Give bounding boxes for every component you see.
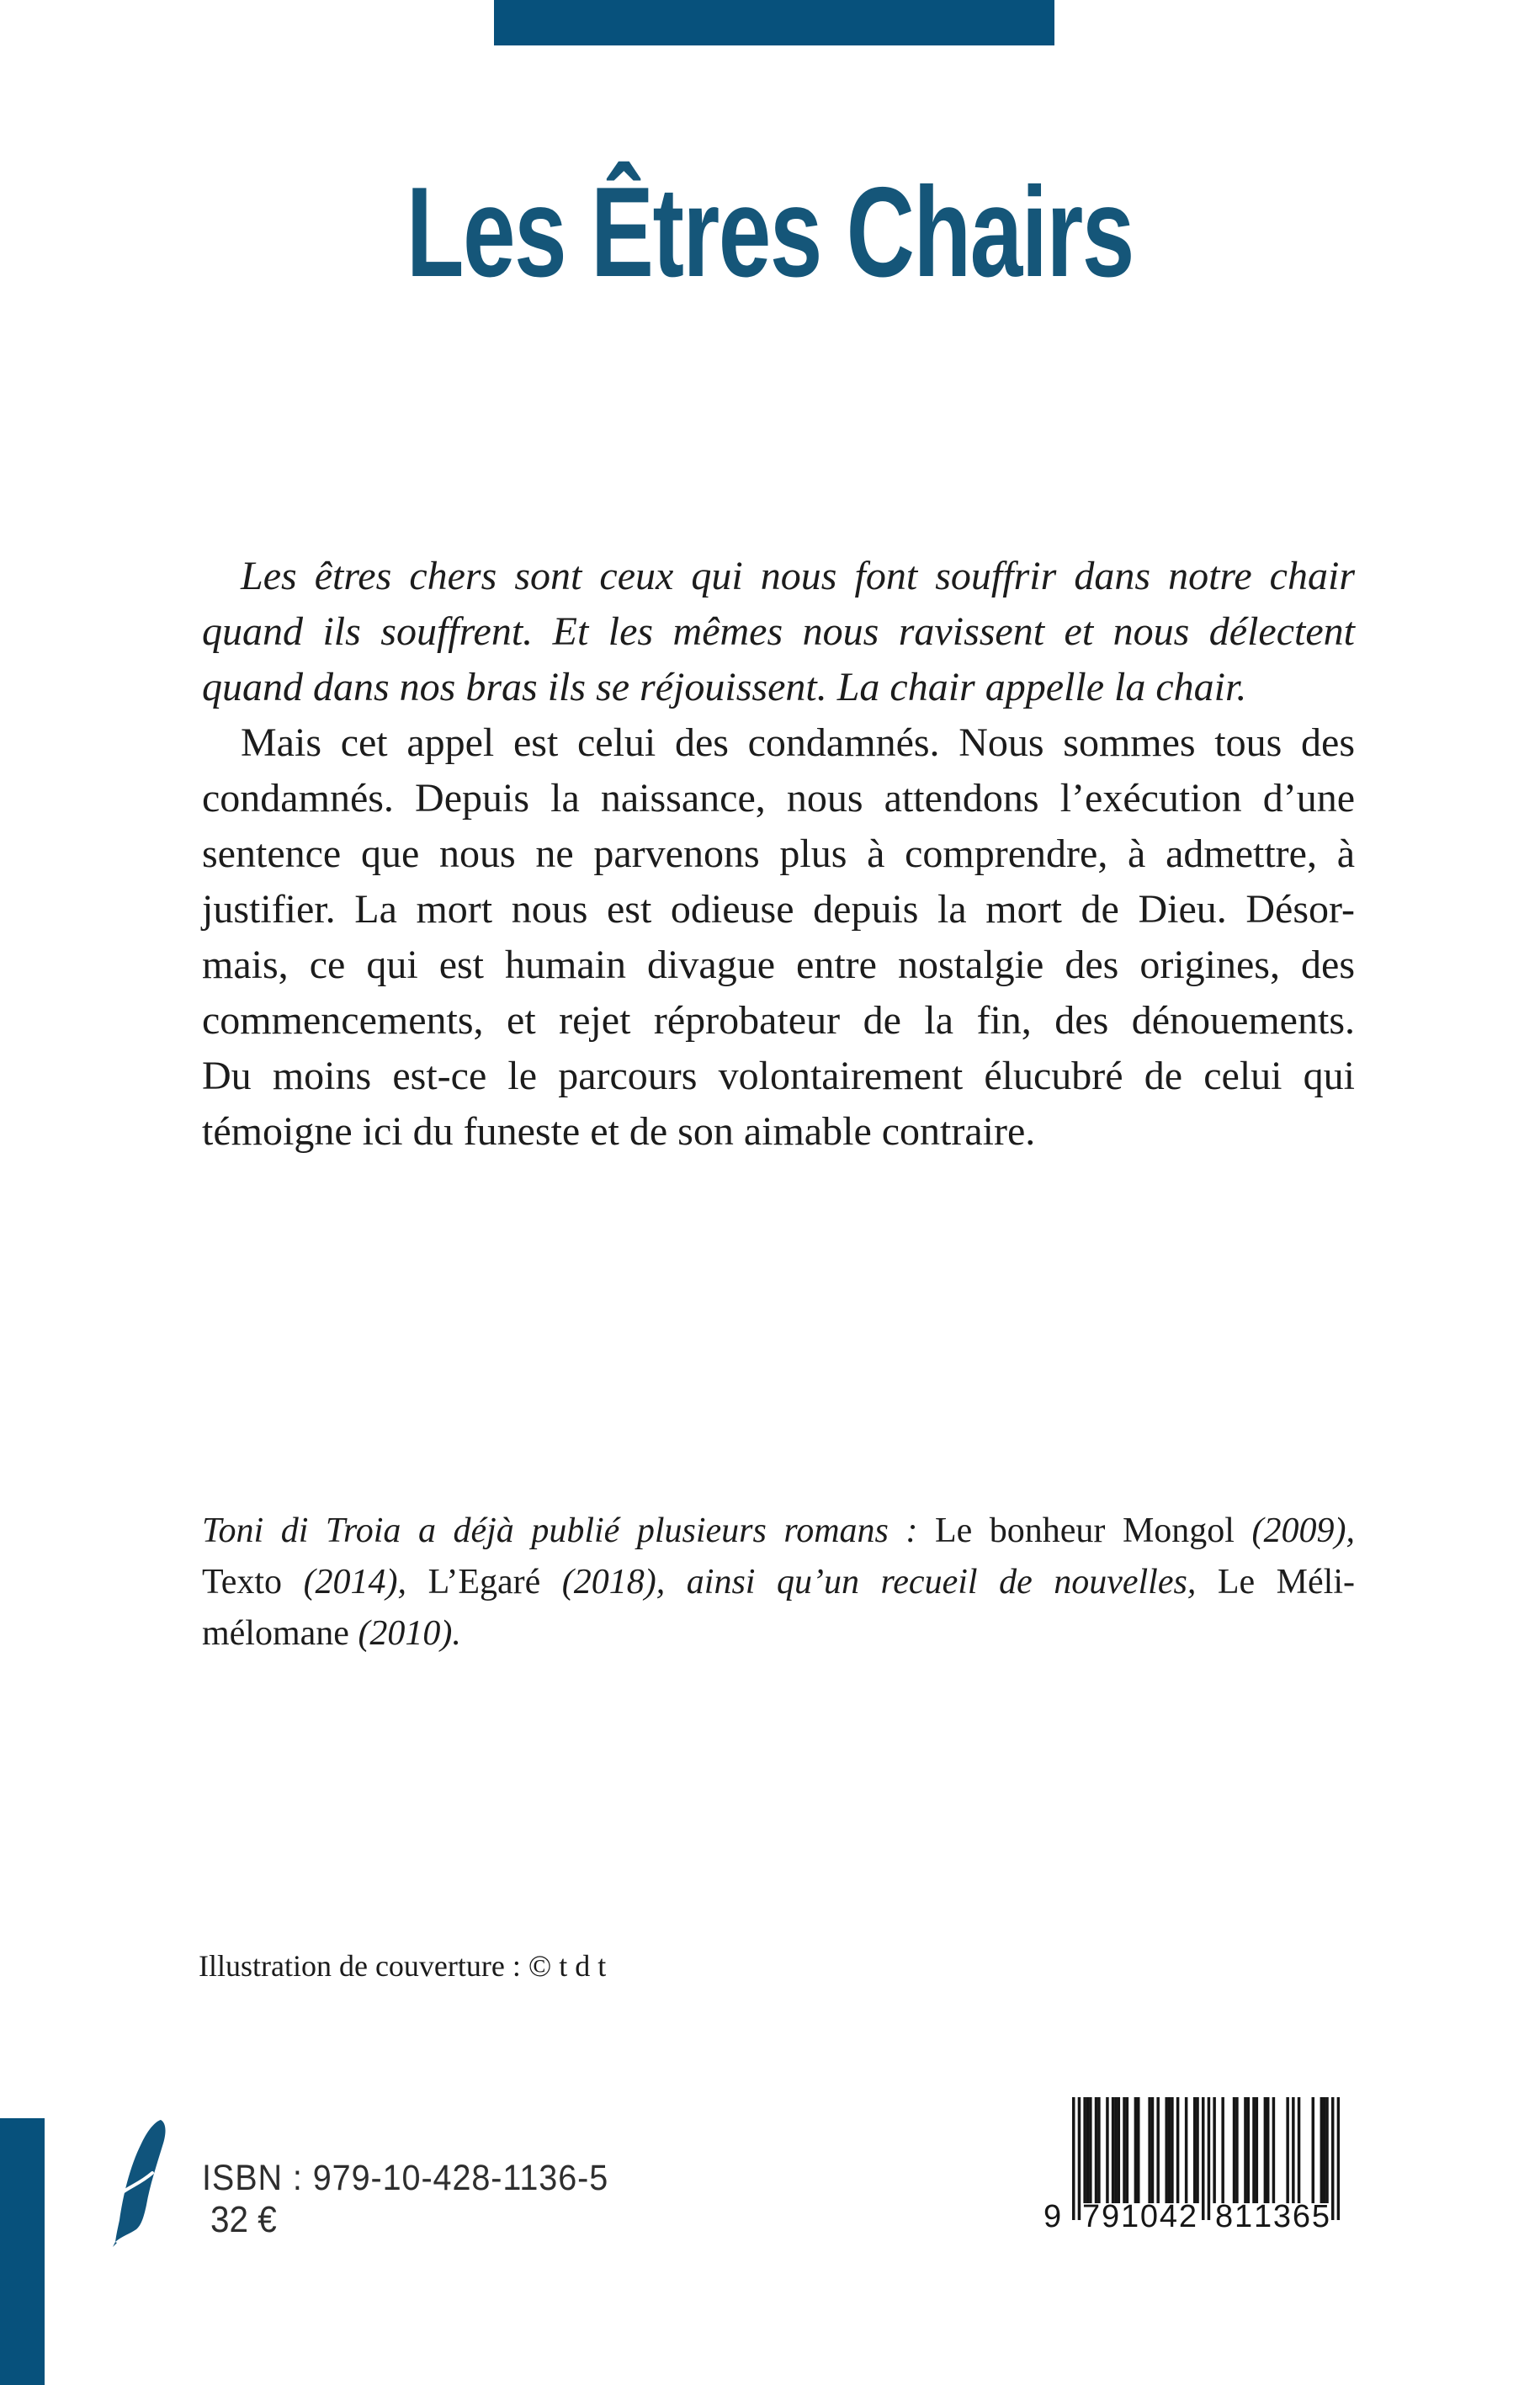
feather-quill-icon [108, 2117, 168, 2247]
barcode-digit-group-left [1082, 2200, 1197, 2234]
barcode-digit: 7 [1082, 2199, 1101, 2234]
synopsis-paragraph-roman [202, 715, 1355, 1160]
italic-segment: (2014), [303, 1563, 428, 1602]
synopsis [202, 549, 1355, 1160]
barcode [1043, 2097, 1340, 2239]
barcode-digit: 6 [1292, 2199, 1311, 2234]
barcode-digit: 1 [1120, 2199, 1139, 2234]
italic-segment: (2009), [1251, 1511, 1355, 1550]
barcode-digit: 8 [1215, 2199, 1234, 2234]
text-line: condamnés. Depuis la naissance, nous attendons l’exécution d’une [202, 776, 1355, 821]
text-line: quand dans nos bras ils se réjouissent. La chair appelle la chair. [202, 665, 1247, 709]
author-bio [202, 1506, 1355, 1660]
cover-illustration-credit: Illustration de couverture : © t d t [199, 1949, 607, 1983]
text-line [202, 1608, 1355, 1660]
roman-segment: mélomane [202, 1614, 358, 1653]
barcode-digit: 0 [1139, 2199, 1159, 2234]
text-line: sentence que nous ne parvenons plus à comprendre, à admettre, à [202, 831, 1355, 876]
barcode-digit: 1 [1253, 2199, 1272, 2234]
barcode-digit: 5 [1311, 2199, 1330, 2234]
roman-segment: L’Egaré [427, 1563, 562, 1602]
barcode-digits [1043, 2199, 1340, 2234]
barcode-digit-group-right [1215, 2200, 1330, 2234]
italic-segment: (2010). [358, 1614, 461, 1653]
text-line: Mais cet appel est celui des condamnés. Nous sommes tous des [241, 720, 1355, 765]
spine-top-bar [494, 0, 1054, 45]
synopsis-paragraph-italic [202, 549, 1355, 715]
italic-segment: Toni di Troia a déjà publié plusieurs romans : [202, 1511, 935, 1550]
barcode-digit-prefix: 9 [1043, 2199, 1062, 2234]
italic-segment: ainsi qu’un recueil de nouvelles, [686, 1563, 1218, 1602]
text-line [202, 1506, 1355, 1557]
roman-segment: Le Méli- [1217, 1563, 1355, 1602]
barcode-digit: 1 [1234, 2199, 1253, 2234]
barcode-digit: 4 [1159, 2199, 1178, 2234]
barcode-digit: 9 [1101, 2199, 1120, 2234]
isbn-line: ISBN : 979-10-428-1136-5 [202, 2158, 609, 2198]
book-title: Les Êtres Chairs [406, 161, 1134, 304]
text-line: Les êtres chers sont ceux qui nous font souffrir dans notre chair [241, 554, 1355, 598]
barcode-digit: 3 [1272, 2199, 1292, 2234]
spine-bottom-bar [0, 2118, 45, 2385]
text-line: témoigne ici du funeste et de son aimable contraire. [202, 1109, 1036, 1154]
barcode-digit: 2 [1178, 2199, 1197, 2234]
roman-segment: Texto [202, 1563, 304, 1602]
title-row [0, 161, 1540, 304]
italic-segment: (2018), [561, 1563, 687, 1602]
text-line: commencements, et rejet réprobateur de la fin, des dénouements. [202, 998, 1355, 1043]
roman-segment: Le bonheur Mongol [934, 1511, 1252, 1550]
price-label: 32 € [210, 2199, 277, 2240]
text-line: mais, ce qui est humain divague entre nostalgie des origines, des [202, 943, 1355, 987]
text-line: quand ils souffrent. Et les mêmes nous ravissent et nous délectent [202, 609, 1355, 654]
text-line: justifier. La mort nous est odieuse depuis la mort de Dieu. Désor- [202, 887, 1355, 932]
text-line: Du moins est-ce le parcours volontairement élucubré de celui qui [202, 1054, 1355, 1098]
text-line [202, 1557, 1355, 1608]
